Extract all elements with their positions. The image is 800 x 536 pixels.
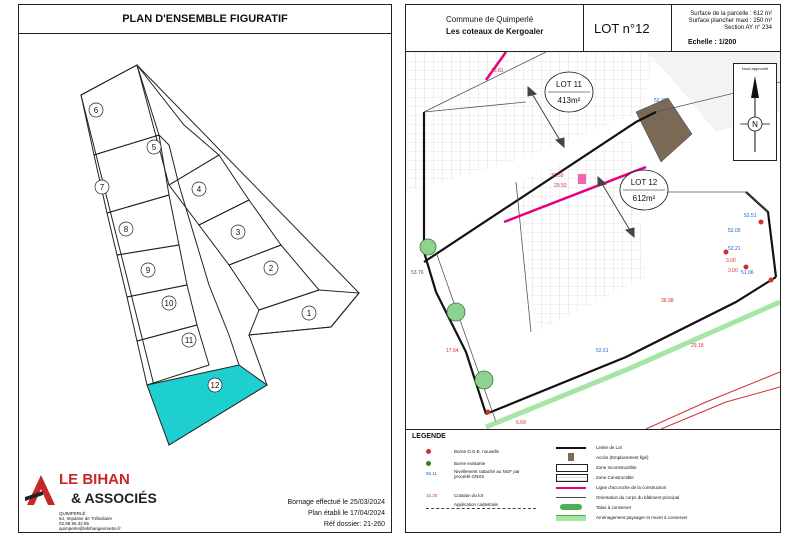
elev-52-05: 52.05 bbox=[728, 228, 741, 234]
nivellement-symbol: 56.11 bbox=[426, 471, 437, 476]
lot11-name: LOT 11 bbox=[556, 80, 582, 89]
dim-36-98: 36.98 bbox=[661, 298, 674, 304]
lot-badge-2 bbox=[264, 261, 278, 275]
lot-detail-map bbox=[406, 52, 780, 429]
lot11-area: 413m² bbox=[557, 96, 581, 105]
lot-label-3: 3 bbox=[235, 228, 241, 237]
title-rule bbox=[19, 33, 391, 34]
lot-badge-11 bbox=[182, 333, 196, 347]
lotissement-name: Les coteaux de Kergoaler bbox=[446, 27, 544, 36]
accroche-icon bbox=[556, 487, 586, 489]
borne-nouvelle-icon bbox=[426, 449, 431, 454]
constructible-icon bbox=[556, 474, 588, 482]
elev-52-41: 52.41 bbox=[654, 98, 667, 104]
right-sheet: Commune de Quimperlé Les coteaux de Kergoaler LOT n°12 Surface de la parcelle : 612 m² Surface plancher maxi : 250 m² Section AY n° 234 Echelle : 1/200 LOT 11 413m² LOT 12 612m² 31.50 29.50 26.81 36.98 29.18 6.69 17.64 3.00 3.00 52.41 52.61 52.05 52.21 53.76 51.06 52.51 Nord approché N LEGENDE Borne O.G.E. nouvelle Borne existante 56.11 Nivellement rattaché au NGF par procédé GNSS 15.20 Cotation du lot Application cadastrale Limite de Lot Accès (Emplacement figé) Zone Inconstructible Zone Constructible Ligne d'accroche de la construction Orientation du corps du bâtiment principal Talus à conserver Aménagement paysager et muret à conserver bbox=[405, 4, 781, 533]
lot-label-11: 11 bbox=[184, 336, 194, 345]
lot-label-5: 5 bbox=[151, 143, 157, 152]
header-divider-1 bbox=[583, 5, 584, 51]
tree-2 bbox=[447, 303, 465, 321]
tree-1 bbox=[420, 239, 436, 255]
lot-label-2: 2 bbox=[268, 264, 274, 273]
section-cadastrale: Section AY n° 234 bbox=[724, 25, 772, 31]
talus-icon bbox=[560, 504, 582, 510]
dim-17-64: 17.64 bbox=[446, 348, 459, 354]
dim-26-81: 26.81 bbox=[491, 68, 504, 74]
paysager-icon bbox=[556, 515, 586, 521]
dim-29-50: 29.50 bbox=[554, 183, 567, 189]
surface-plancher: Surface plancher maxi : 250 m² bbox=[688, 18, 772, 24]
lot-shape-8 bbox=[107, 195, 179, 255]
cotation-symbol: 15.20 bbox=[426, 493, 438, 498]
lot-badge-9 bbox=[141, 263, 155, 277]
lot-badge-7 bbox=[95, 180, 109, 194]
elev-53-76: 53.76 bbox=[411, 270, 424, 276]
lot12-name: LOT 12 bbox=[630, 178, 658, 187]
plan-title: PLAN D'ENSEMBLE FIGURATIF bbox=[122, 13, 288, 25]
lot-badge-3 bbox=[231, 225, 245, 239]
lot-badge-4 bbox=[192, 182, 206, 196]
lot-badge-12 bbox=[208, 378, 222, 392]
lot-shape-5 bbox=[137, 65, 219, 185]
lot-label-10: 10 bbox=[164, 299, 174, 308]
existing-building bbox=[636, 98, 692, 162]
dim-3-00-b: 3.00 bbox=[728, 268, 738, 274]
lot-label-8: 8 bbox=[123, 225, 129, 234]
north-label: Nord approché bbox=[741, 66, 769, 71]
office-email[interactable]: quimperle@lebihangeometre.fr bbox=[59, 526, 121, 531]
bornage-date: Bornage effectué le 25/03/2024 bbox=[287, 499, 385, 506]
header-divider-2 bbox=[671, 5, 672, 51]
company-logo bbox=[25, 471, 185, 509]
lot-label-12: 12 bbox=[210, 381, 220, 390]
office-phone: 02.98.96.32.85 bbox=[59, 521, 90, 526]
orientation-arrow-icon bbox=[556, 497, 586, 498]
elev-52-51: 52.51 bbox=[744, 213, 757, 219]
legend-rule bbox=[406, 429, 780, 430]
commune-name: Commune de Quimperlé bbox=[446, 15, 534, 24]
lot12-area: 612m² bbox=[632, 194, 656, 203]
lot-badge-8 bbox=[119, 222, 133, 236]
office-address: 54, Impasse de Trébuliaire bbox=[59, 516, 113, 521]
surface-parcelle: Surface de la parcelle : 612 m² bbox=[690, 11, 772, 17]
borne-existante-icon bbox=[426, 461, 431, 466]
inconstructible-icon bbox=[556, 464, 588, 472]
lot-boundary-east bbox=[746, 192, 776, 277]
lot-badge-6 bbox=[89, 103, 103, 117]
lot-badge-5 bbox=[147, 140, 161, 154]
logo-line2: & ASSOCIÉS bbox=[71, 490, 157, 506]
lot-shape-2 bbox=[229, 245, 319, 310]
dim-6-69: 6.69 bbox=[516, 420, 526, 426]
lot-label-9: 9 bbox=[145, 266, 151, 275]
constructible-zone-lot12 bbox=[516, 137, 646, 332]
lot-label-6: 6 bbox=[93, 106, 99, 115]
north-arrow-box bbox=[733, 63, 777, 161]
dim-3-00-a: 3.00 bbox=[726, 258, 736, 264]
lot-shape-12 bbox=[147, 365, 267, 445]
elev-52-21: 52.21 bbox=[728, 246, 741, 252]
office-city: QUIMPERLÉ bbox=[59, 511, 86, 516]
north-letter: N bbox=[752, 120, 758, 129]
lot-label-1: 1 bbox=[306, 309, 312, 318]
lot-label-4: 4 bbox=[196, 185, 202, 194]
elev-51-06: 51.06 bbox=[741, 270, 754, 276]
lot-number: LOT n°12 bbox=[594, 21, 650, 36]
lot-label-7: 7 bbox=[99, 183, 105, 192]
lot-shape-10 bbox=[127, 285, 197, 341]
red-boundary bbox=[646, 372, 780, 429]
legend-title: LEGENDE bbox=[412, 433, 446, 440]
left-sheet bbox=[18, 4, 392, 533]
lot-plan bbox=[19, 35, 391, 465]
elev-52-61: 52.61 bbox=[596, 348, 609, 354]
dim-31-50: 31.50 bbox=[551, 173, 564, 179]
acces-icon bbox=[568, 453, 574, 461]
dim-29-18: 29.18 bbox=[691, 343, 704, 349]
lot-badge-1 bbox=[302, 306, 316, 320]
tree-3 bbox=[475, 371, 493, 389]
limite-lot-icon bbox=[556, 447, 586, 449]
scale: Echelle : 1/200 bbox=[688, 39, 737, 46]
lot-boundary-south bbox=[486, 277, 776, 414]
plan-date: Plan établi le 17/04/2024 bbox=[307, 510, 385, 517]
logo-line1: LE BIHAN bbox=[59, 471, 130, 488]
file-reference: Réf dossier: 21-260 bbox=[323, 521, 385, 528]
lot-badge-10 bbox=[162, 296, 176, 310]
access-marker bbox=[578, 174, 586, 184]
cadastre-line-icon bbox=[426, 508, 536, 509]
